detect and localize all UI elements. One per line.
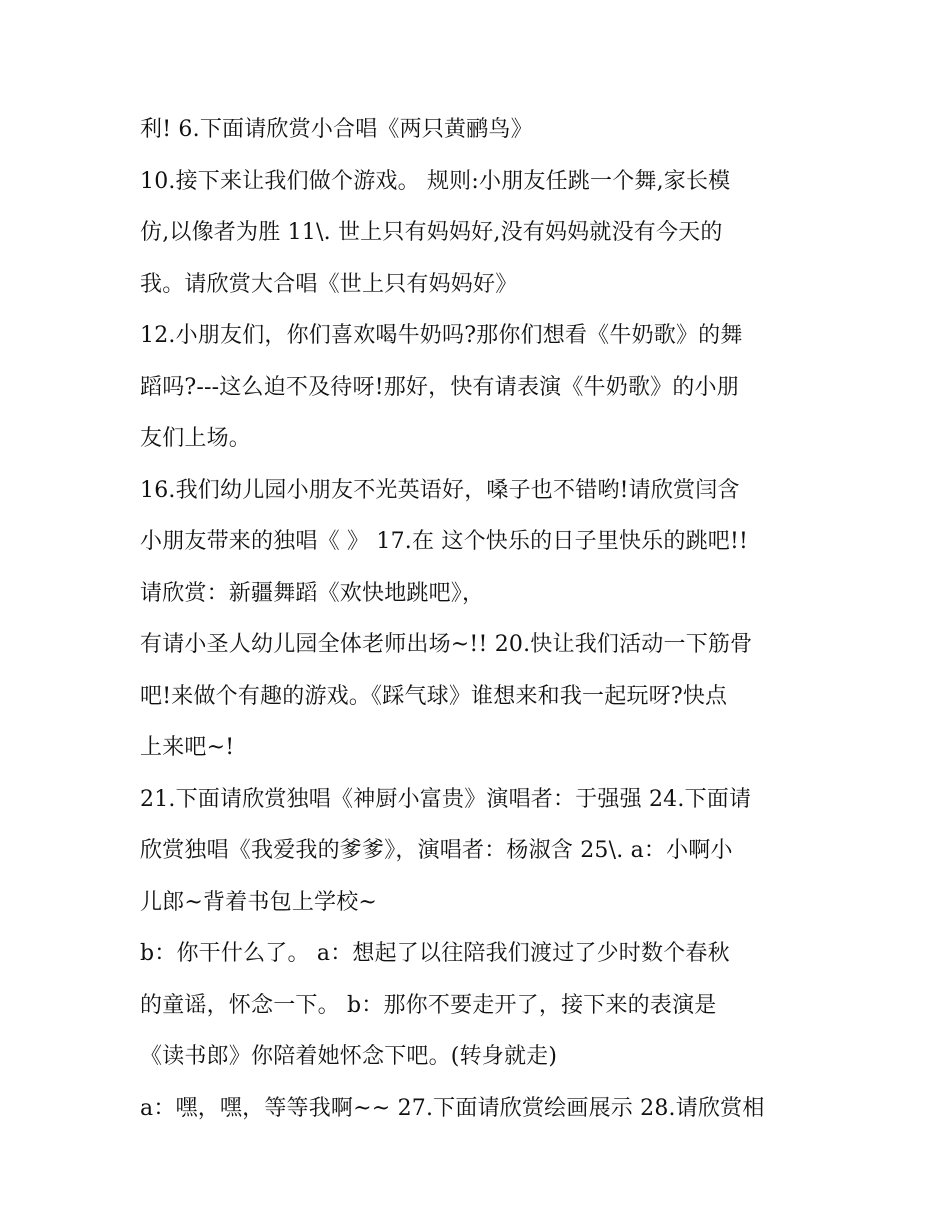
text-line: 上来吧~! <box>140 735 235 760</box>
text-line: 有请小圣人幼儿园全体老师出场~!! 20.快让我们活动一下筋骨 <box>140 632 753 657</box>
text-line: 12.小朋友们，你们喜欢喝牛奶吗?那你们想看《牛奶歌》的舞 <box>140 323 743 348</box>
text-line: 16.我们幼儿园小朋友不光英语好，嗓子也不错哟!请欣赏闫含 <box>140 477 740 503</box>
text-line: 仿,以像者为胜 11\. 世上只有妈妈好,没有妈妈就没有今天的 <box>140 220 723 245</box>
text-line: 蹈吗?---这么迫不及待呀!那好，快有请表演《牛奶歌》的小朋 <box>140 374 739 400</box>
text-line: 友们上场。 <box>140 426 252 451</box>
document-body <box>140 104 810 1134</box>
text-line: b：你干什么了。 a：想起了以往陪我们渡过了少时数个春秋 <box>140 941 730 966</box>
text-line: 10.接下来让我们做个游戏。 规则:小朋友任跳一个舞,家长模 <box>140 168 731 194</box>
text-line: 利! 6.下面请欣赏小合唱《两只黄鹂鸟》 <box>140 117 533 142</box>
text-line: a：嘿，嘿，等等我啊~~ 27.下面请欣赏绘画展示 28.请欣赏相 <box>140 1095 765 1121</box>
text-line: 欣赏独唱《我爱我的爹爹》，演唱者：杨淑含 25\. a：小啊小 <box>140 838 733 863</box>
text-line: 21.下面请欣赏独唱《神厨小富贵》演唱者：于强强 24.下面请 <box>140 786 752 812</box>
text-line: 小朋友带来的独唱《 》 17.在 这个快乐的日子里快乐的跳吧!! <box>140 529 749 554</box>
text-line: 请欣赏：新疆舞蹈《欢快地跳吧》， <box>140 580 485 606</box>
text-line: 吧!来做个有趣的游戏。《踩气球》谁想来和我一起玩呀?快点 <box>140 683 728 709</box>
text-line: 《读书郎》你陪着她怀念下吧。(转身就走) <box>140 1044 558 1069</box>
text-line: 的童谣，怀念一下。 b：那你不要走开了，接下来的表演是 <box>140 992 717 1018</box>
text-line: 儿郎~背着书包上学校~ <box>140 889 378 915</box>
text-line: 我。请欣赏大合唱《世上只有妈妈好》 <box>140 271 518 297</box>
